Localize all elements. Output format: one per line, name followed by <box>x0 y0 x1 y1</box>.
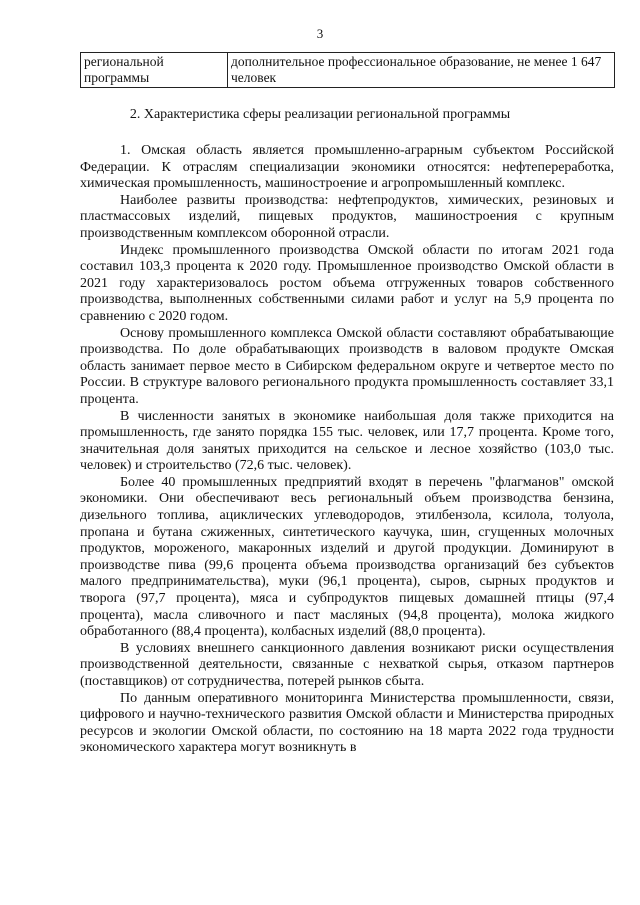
paragraph: Наиболее развиты производства: нефтепродуктов, химических, резиновых и пластмассовых изделий, пищевых продуктов, машиностроения с крупным производственным комплексом оборонной отрасли. <box>80 192 614 241</box>
document-body <box>80 143 614 757</box>
paragraph: Более 40 промышленных предприятий входят в перечень "флагманов" омской экономики. Они обеспечивают весь региональный объем производства бензина, дизельного топлива, ациклических углеводородов, этилбензола, ксилола, толуола, пропана и бутана сжиженных, синтетического каучука, шин, сгущенных молочных продуктов, мороженого, макаронных изделий и другой продукции. Доминируют в производстве пива (99,6 процента объема производства организаций без субъектов малого предпринимательства), муки (96,1 процента), сыров, сырных продуктов и творога (97,7 процента), мяса и субпродуктов пищевых домашней птицы (97,4 процента), масла сливочного и паст масляных (94,8 процента), молока жидкого обработанного (88,4 процента), колбасных изделий (88,0 процента). <box>80 474 614 640</box>
paragraph: Индекс промышленного производства Омской области по итогам 2021 года составил 103,3 процента к 2020 году. Промышленное производство Омской области в 2021 году характеризовалось ростом объема отгруженных товаров собственного производства, выполненных собственными силами работ и услуг на 5,9 процента по сравнению с 2020 годом. <box>80 242 614 324</box>
paragraph: 1. Омская область является промышленно-аграрным субъектом Российской Федерации. К отраслям специализации экономики относятся: нефтепереработка, химическая промышленность, машиностроение и агропромышленный комплекс. <box>80 143 614 192</box>
paragraph: Основу промышленного комплекса Омской области составляют обрабатывающие производства. По доле обрабатывающих производств в валовом продукте Омская область занимает первое место в Сибирском федеральном округе и четвертое место по России. В структуре валового регионального продукта промышленность составляет 33,1 процента. <box>80 325 614 407</box>
program-table <box>80 52 615 88</box>
page-number: 3 <box>316 26 324 41</box>
table-cell-label: региональной программы <box>81 53 228 88</box>
paragraph: В численности занятых в экономике наибольшая доля также приходится на промышленность, где занято порядка 155 тыс. человек, или 17,7 процента. Кроме того, значительная доля занятых приходится на сельское и лесное хозяйство (103,0 тыс. человек) и строительство (72,6 тыс. человек). <box>80 408 614 474</box>
section-heading: 2. Характеристика сферы реализации региональной программы <box>129 107 511 122</box>
paragraph: В условиях внешнего санкционного давления возникают риски осуществления производственной деятельности, связанные с нехваткой сырья, отказом партнеров (поставщиков) от сотрудничества, потерей рынков сбыта. <box>80 640 614 689</box>
paragraph: По данным оперативного мониторинга Министерства промышленности, связи, цифрового и научно-технического развития Омской области и Министерства природных ресурсов и экологии Омской области, по состоянию на 18 марта 2022 года трудности экономического характера могут возникнуть в <box>80 690 614 756</box>
table-cell-value: дополнительное профессиональное образование, не менее 1 647 человек <box>228 53 615 88</box>
table-row <box>81 53 615 88</box>
